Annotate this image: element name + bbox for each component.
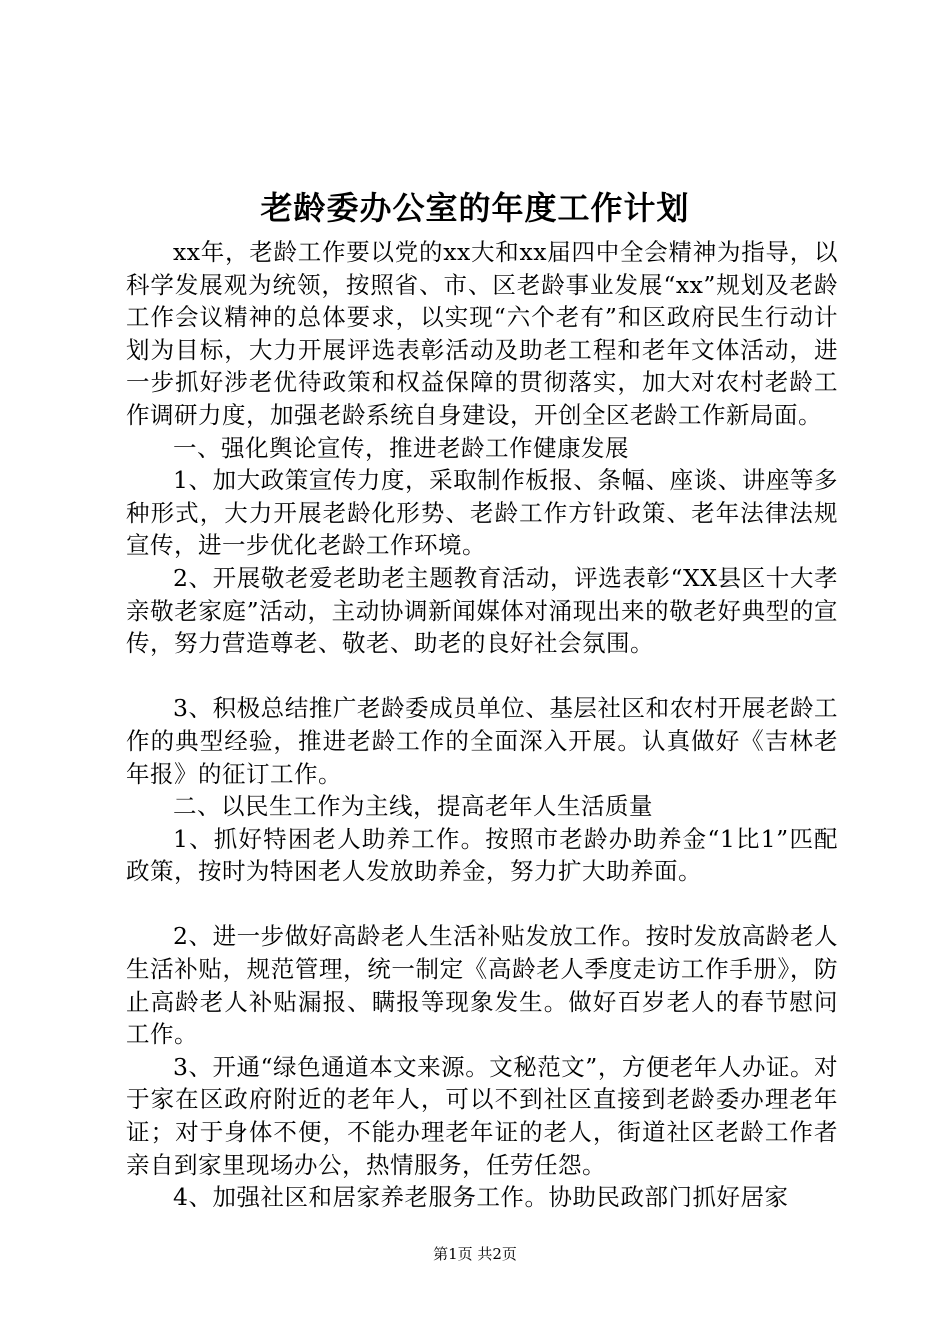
paragraph-1-2: 2、开展敬老爱老助老主题教育活动，评选表彰“XX县区十大孝亲敬老家庭”活动，主动协调新闻媒体对涌现出来的敬老好典型的宣传，努力营造尊老、敬老、助老的良好社会氛围。 — [126, 563, 838, 658]
page-footer: 第1页 共2页 — [433, 1245, 517, 1263]
paragraph-intro: xx年，老龄工作要以党的xx大和xx届四中全会精神为指导，以科学发展观为统领，按照省、市、区老龄事业发展“xx”规划及老龄工作会议精神的总体要求，以实现“六个老有”和区政府民生行动计划为目标，大力开展评选表彰活动及助老工程和老年文体活动，进一步抓好涉老优待政策和权益保障的贯彻落实，加大对农村老龄工作调研力度，加强老龄系统自身建设，开创全区老龄工作新局面。 — [126, 238, 838, 429]
document-title: 老龄委办公室的年度工作计划 — [260, 189, 690, 227]
paragraph-2-4: 4、加强社区和居家养老服务工作。协助民政部门抓好居家 — [173, 1183, 789, 1212]
paragraph-2-3: 3、开通“绿色通道本文来源。文秘范文”，方便老年人办证。对于家在区政府附近的老年人，可以不到社区直接到老龄委办理老年证；对于身体不便，不能办理老年证的老人，街道社区老龄工作者亲自到家里现场办公，热情服务，任劳任怨。 — [126, 1052, 838, 1179]
section-heading-2: 二、以民生工作为主线，提高老年人生活质量 — [173, 792, 653, 821]
paragraph-1-1: 1、加大政策宣传力度，采取制作板报、条幅、座谈、讲座等多种形式，大力开展老龄化形势、老龄工作方针政策、老年法律法规宣传，进一步优化老龄工作环境。 — [126, 466, 838, 560]
section-heading-1: 一、强化舆论宣传，推进老龄工作健康发展 — [173, 433, 629, 462]
document-body — [126, 236, 838, 1214]
paragraph-2-2: 2、进一步做好高龄老人生活补贴发放工作。按时发放高龄老人生活补贴，规范管理，统一制定《高龄老人季度走访工作手册》，防止高龄老人补贴漏报、瞒报等现象发生。做好百岁老人的春节慰问工作。 — [126, 922, 838, 1049]
paragraph-2-1: 1、抓好特困老人助养工作。按照市老龄办助养金“1比1”匹配政策，按时为特困老人发放助养金，努力扩大助养面。 — [126, 824, 838, 886]
paragraph-1-3: 3、积极总结推广老龄委成员单位、基层社区和农村开展老龄工作的典型经验，推进老龄工作的全面深入开展。认真做好《吉林老年报》的征订工作。 — [126, 694, 838, 788]
